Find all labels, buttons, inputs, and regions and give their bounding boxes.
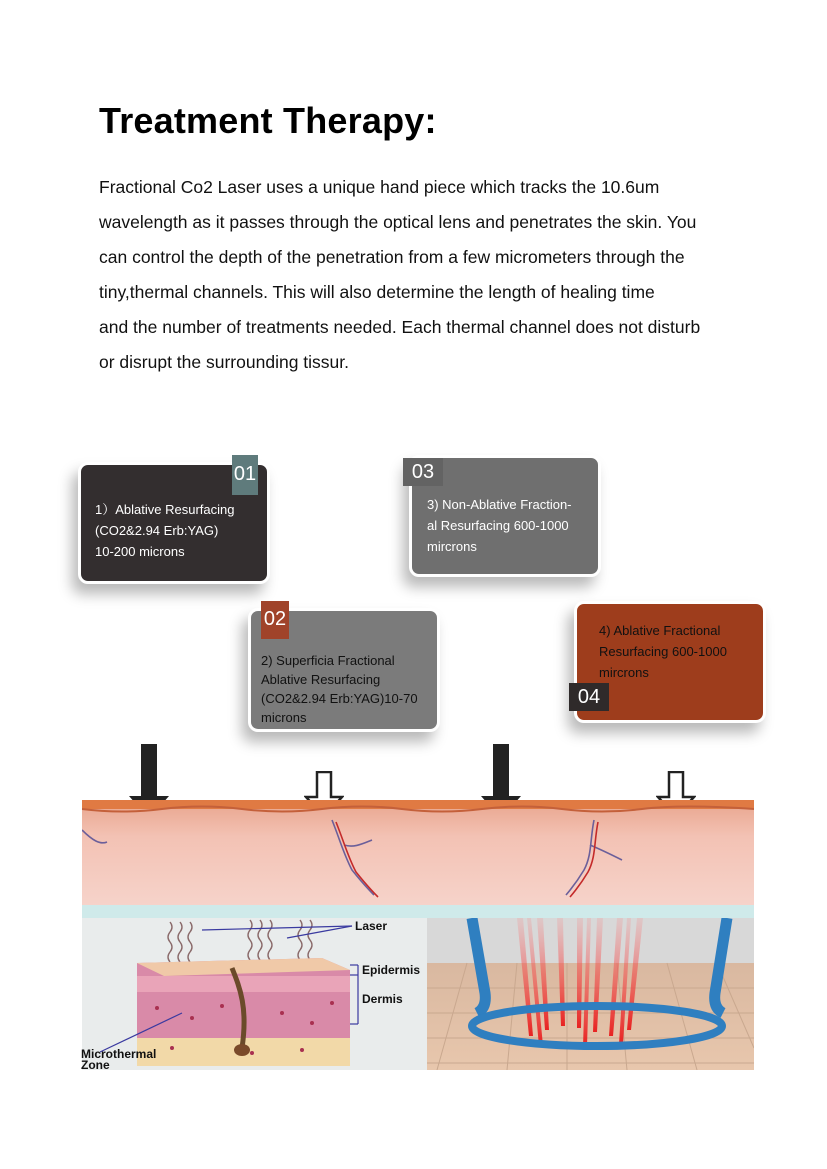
card-badge-04: 04 — [569, 683, 609, 711]
label-zone: Zone — [81, 1058, 110, 1072]
card-line: microns — [261, 710, 307, 725]
skin-layer-illustration — [82, 800, 754, 905]
label-epidermis: Epidermis — [362, 963, 421, 977]
card-badge-02: 02 — [261, 601, 289, 639]
paragraph-line: Fractional Co2 Laser uses a unique hand piece which tracks the 10.6um — [99, 177, 660, 197]
card-line: 4) Ablative Fractional — [599, 623, 721, 638]
paragraph-line: wavelength as it passes through the optical lens and penetrates the skin. You — [99, 212, 697, 232]
page-title: Treatment Therapy: — [99, 100, 437, 141]
card-line: mircrons — [427, 539, 477, 554]
card-badge-03: 03 — [403, 458, 443, 486]
paragraph-line: can control the depth of the penetration from a few micrometers through the — [99, 247, 685, 267]
card-line: Ablative Resurfacing — [261, 672, 381, 687]
label-laser: Laser — [355, 919, 388, 933]
divider-strip — [82, 905, 754, 918]
card-line: (CO2&2.94 Erb:YAG) — [95, 523, 219, 538]
paragraph-line: tiny,thermal channels. This will also determine the length of healing time — [99, 282, 655, 302]
label-microthermal: Microthermal — [81, 1047, 157, 1061]
card-line: 1）Ablative Resurfacing — [95, 502, 235, 517]
card-line: 3) Non-Ablative Fraction- — [427, 497, 572, 512]
description-paragraph — [99, 170, 739, 380]
paragraph-line: and the number of treatments needed. Each thermal channel does not disturb — [99, 317, 701, 337]
card-line: Resurfacing 600-1000 — [599, 644, 727, 659]
label-dermis: Dermis — [362, 992, 403, 1006]
paragraph-line: or disrupt the surrounding tissur. — [99, 352, 349, 372]
card-line: mircrons — [599, 665, 649, 680]
laser-handpiece-illustration — [427, 918, 754, 1070]
card-badge-01: 01 — [232, 455, 258, 495]
card-line: (CO2&2.94 Erb:YAG)10-70 — [261, 691, 418, 706]
card-line: 2) Superficia Fractional — [261, 653, 395, 668]
card-line: 10-200 microns — [95, 544, 185, 559]
card-line: al Resurfacing 600-1000 — [427, 518, 569, 533]
